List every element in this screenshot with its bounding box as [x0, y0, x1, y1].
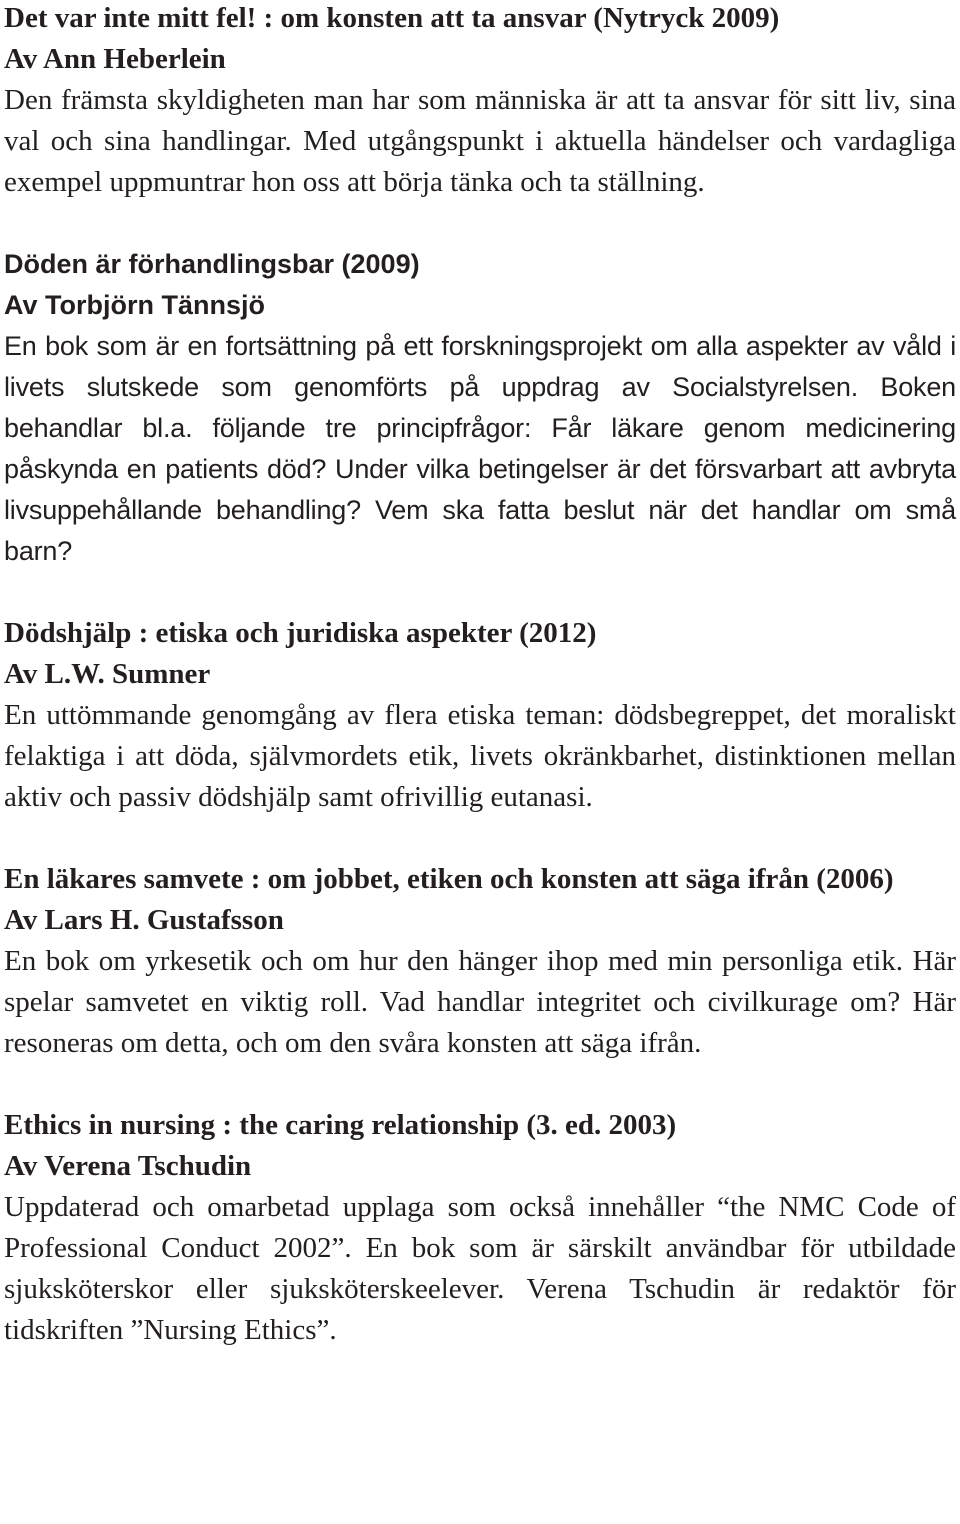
book-entry	[4, 1105, 956, 1351]
book-entry	[4, 0, 956, 203]
book-entry	[4, 859, 956, 1064]
book-title: Döden är förhandlingsbar (2009)	[4, 249, 420, 279]
book-author: Av Verena Tschudin	[4, 1150, 252, 1182]
book-author: Av Ann Heberlein	[4, 43, 226, 75]
book-author: Av Lars H. Gustafsson	[4, 904, 284, 936]
book-description: En uttömmande genomgång av flera etiska teman: dödsbegreppet, det moraliskt felaktiga i att döda, självmordets etik, livets okränkbarhet, distinktionen mellan aktiv och passiv dödshjälp samt ofrivillig eutanasi.	[4, 699, 956, 813]
book-description: En bok som är en fortsättning på ett forskningsprojekt om alla aspekter av våld i livets slutskede som genomförts på uppdrag av Socialstyrelsen. Boken behandlar bl.a. följande tre principfrågor: Får läkare genom medicinering påskynda en patients död? Under vilka betingelser är det försvarbart att avbryta livsuppehållande behandling? Vem ska fatta beslut när det handlar om små barn?	[4, 331, 956, 566]
book-description: Uppdaterad och omarbetad upplaga som också innehåller “the NMC Code of Professional Conduct 2002”. En bok som är särskilt användbar för utbildade sjuksköterskor eller sjuksköterskeelever. Verena Tschudin är redaktör för tidskriften ”Nursing Ethics”.	[4, 1191, 956, 1346]
book-title: Det var inte mitt fel! : om konsten att ta ansvar (Nytryck 2009)	[4, 2, 780, 34]
book-entry	[4, 244, 956, 572]
book-description: Den främsta skyldigheten man har som människa är att ta ansvar för sitt liv, sina val och sina handlingar. Med utgångspunkt i aktuella händelser och vardagliga exempel uppmuntrar hon oss att börja tänka och ta ställning.	[4, 84, 956, 198]
book-author: Av Torbjörn Tännsjö	[4, 290, 265, 320]
book-entry	[4, 613, 956, 818]
book-title: En läkares samvete : om jobbet, etiken och konsten att säga ifrån (2006)	[4, 863, 894, 895]
book-description: En bok om yrkesetik och om hur den hänger ihop med min personliga etik. Här spelar samvetet en viktig roll. Vad handlar integritet och civilkurage om? Här resoneras om detta, och om den svåra konsten att säga ifrån.	[4, 945, 956, 1059]
book-title: Dödshjälp : etiska och juridiska aspekter (2012)	[4, 617, 597, 649]
book-title: Ethics in nursing : the caring relationship (3. ed. 2003)	[4, 1109, 677, 1141]
book-author: Av L.W. Sumner	[4, 658, 211, 690]
